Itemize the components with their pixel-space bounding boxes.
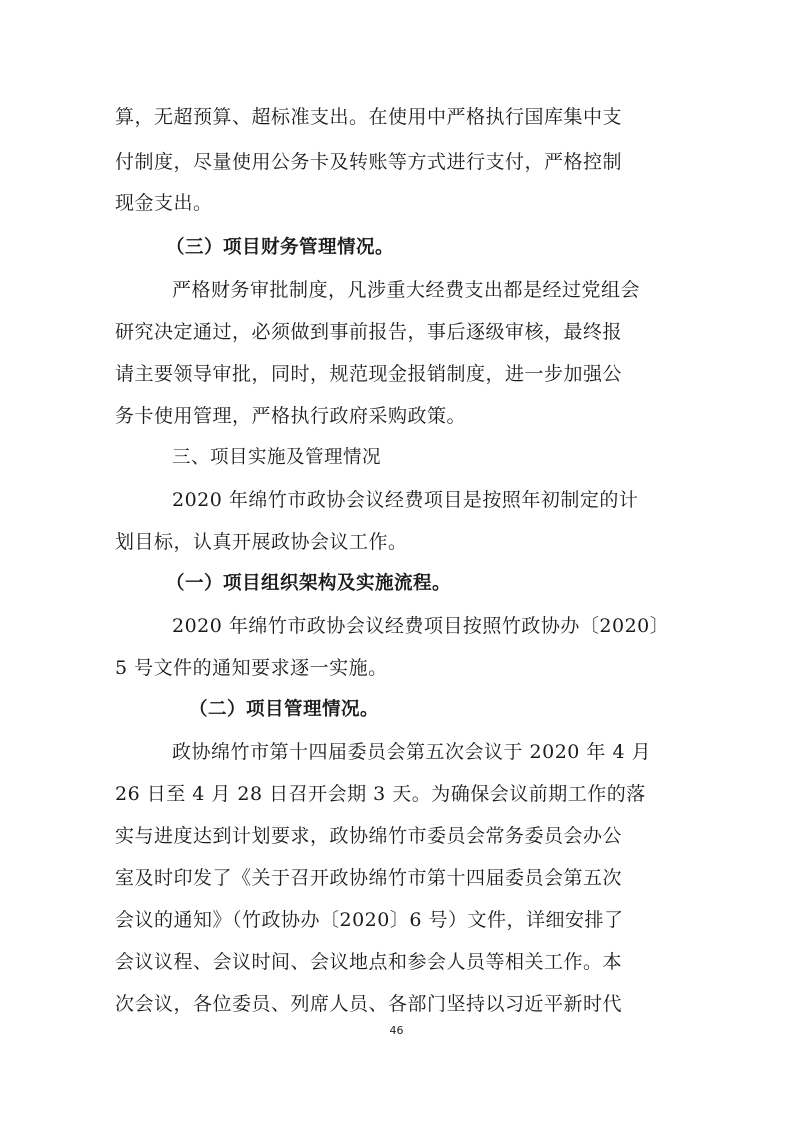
body-line: 算，无超预算、超标准支出。在使用中严格执行国库集中支 [115,106,623,128]
section-heading: （一）项目组织架构及实施流程。 [166,573,452,594]
body-line: 现金支出。 [115,192,213,214]
body-line: 会议议程、会议时间、会议地点和参会人员等相关工作。本 [115,951,623,973]
body-line: 政协绵竹市第十四届委员会第五次会议于 2020 年 4 月 [172,741,652,763]
body-line: 会议的通知》（竹政协办〔2020〕6 号）文件，详细安排了 [115,909,624,931]
body-line: 务卡使用管理，严格执行政府采购政策。 [115,405,467,427]
body-line: 付制度，尽量使用公务卡及转账等方式进行支付，严格控制 [115,151,623,173]
body-line: 划目标，认真开展政协会议工作。 [115,531,408,553]
body-line: 实与进度达到计划要求，政协绵竹市委员会常务委员会办公 [115,825,623,847]
section-heading: （二）项目管理情况。 [189,699,380,720]
body-line: 2020 年绵竹市政协会议经费项目是按照年初制定的计 [172,489,639,511]
body-line: 室及时印发了《关于召开政协绵竹市第十四届委员会第五次 [115,867,623,889]
body-line: 请主要领导审批，同时，规范现金报销制度，进一步加强公 [115,363,623,385]
body-line: 严格财务审批制度，凡涉重大经费支出都是经过党组会 [172,279,641,301]
section-heading: （三）项目财务管理情况。 [166,237,395,258]
body-line: 研究决定通过，必须做到事前报告，事后逐级审核，最终报 [115,321,623,343]
body-line: 5 号文件的通知要求逐一实施。 [115,657,388,679]
chapter-heading: 三、项目实施及管理情况 [172,447,382,468]
body-line: 次会议，各位委员、列席人员、各部门坚持以习近平新时代 [115,993,623,1015]
page-number: 46 [389,1024,404,1037]
body-line: 2020 年绵竹市政协会议经费项目按照竹政协办〔2020〕 [172,615,670,637]
body-line: 26 日至 4 月 28 日召开会期 3 天。为确保会议前期工作的落 [115,783,646,805]
